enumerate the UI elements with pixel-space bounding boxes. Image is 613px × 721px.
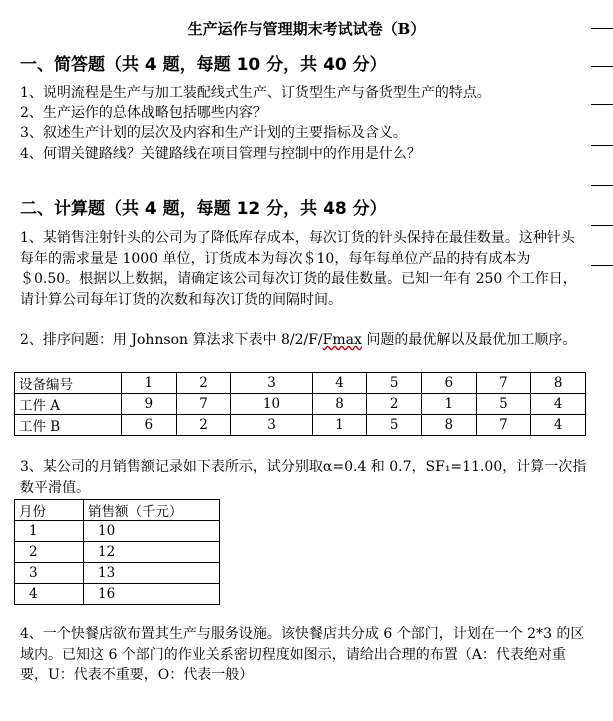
question-2-1: 1、某销售注射针头的公司为了降低库存成本，每次订货的针头保持在最佳数量。这种针头每年的需求量是 1000 单位，订货成本为每次＄10，每年每单位产品的持有成本为＄0.50。根据以上数据，请确定该公司每次订货的最佳数量。已知一年有 250 个工作日，请计算公司每年订货的次数和每次订货的间隔时间。 [20,230,577,308]
sales-cell: 16 [84,584,220,605]
header-month: 月份 [15,500,84,521]
sales-cell: 10 [84,521,220,542]
question-2-3: 3、某公司的月销售额记录如下表所示，试分别取α=0.4 和 0.7，SF₁=11.00，计算一次指数平滑值。 [20,459,587,496]
question-2-2-text-a: 2、排序问题：用 Johnson 算法求下表中 8/2/F/ [20,332,323,348]
table-cell: 7 [476,415,531,436]
table-cell: 10 [231,394,312,415]
table-cell: 7 [176,394,231,415]
section-1-heading: 一、简答题（共 4 题，每题 10 分，共 40 分） [20,55,387,75]
margin-line [591,28,613,29]
fmax-term: Fmax [322,332,362,348]
section-2-heading: 二、计算题（共 4 题，每题 12 分，共 48 分） [20,199,387,219]
month-cell: 1 [15,521,84,542]
question-1-1: 1、说明流程是生产与加工装配线式生产、订货型生产与备货型生产的特点。 [20,85,491,101]
question-1-4: 4、何谓关键路线？关键路线在项目管理与控制中的作用是什么？ [20,146,421,162]
table-row [15,394,586,415]
table-cell: 1 [312,415,367,436]
row-label: 工件 A [15,394,122,415]
table-header-row [15,500,220,521]
table-cell: 1 [421,394,476,415]
table-cell: 4 [531,394,586,415]
table-cell: 8 [421,415,476,436]
table-cell: 9 [122,394,177,415]
margin-line [591,185,613,186]
table-cell: 4 [531,415,586,436]
sales-cell: 13 [84,563,220,584]
table-cell: 2 [367,394,422,415]
table-row [15,521,220,542]
question-2-2-text-b: 问题的最优解以及最优加工顺序。 [361,332,577,348]
table-row [15,373,586,394]
table-row [15,584,220,605]
table-cell: 6 [122,415,177,436]
table-row [15,542,220,563]
row-label: 工件 B [15,415,122,436]
table-cell: 3 [231,373,312,394]
table-row [15,415,586,436]
table-cell: 3 [231,415,312,436]
table-cell: 5 [476,394,531,415]
question-1-2: 2、生产运作的总体战略包括哪些内容？ [20,105,267,121]
question-2-4: 4、一个快餐店欲布置其生产与服务设施。该快餐店共分成 6 个部门，计划在一个 2*3 的区域内。已知这 6 个部门的作业关系密切程度如图示，请给出合理的布置（A：代表绝对重要，U：代表不重要，O：代表一般） [20,626,585,683]
table-cell: 7 [476,373,531,394]
johnson-table [14,372,586,436]
table-cell: 5 [367,415,422,436]
margin-line [591,225,613,226]
sales-cell: 12 [84,542,220,563]
table-cell: 2 [176,415,231,436]
margin-line [591,104,613,105]
month-cell: 4 [15,584,84,605]
margin-line [591,66,613,67]
table-cell: 8 [531,373,586,394]
exam-title: 生产运作与管理期末考试试卷（B） [187,20,426,38]
question-1-3: 3、叙述生产计划的层次及内容和生产计划的主要指标及含义。 [20,125,407,141]
row-label: 设备编号 [15,373,122,394]
table-cell: 6 [421,373,476,394]
table-cell: 4 [312,373,367,394]
sales-table [14,499,220,605]
table-row [15,563,220,584]
table-cell: 1 [122,373,177,394]
header-sales: 销售额（千元） [84,500,220,521]
table-cell: 5 [367,373,422,394]
question-2-2 [20,330,588,351]
table-cell: 2 [176,373,231,394]
month-cell: 3 [15,563,84,584]
margin-line [591,145,613,146]
table-cell: 8 [312,394,367,415]
margin-line [591,265,613,266]
month-cell: 2 [15,542,84,563]
